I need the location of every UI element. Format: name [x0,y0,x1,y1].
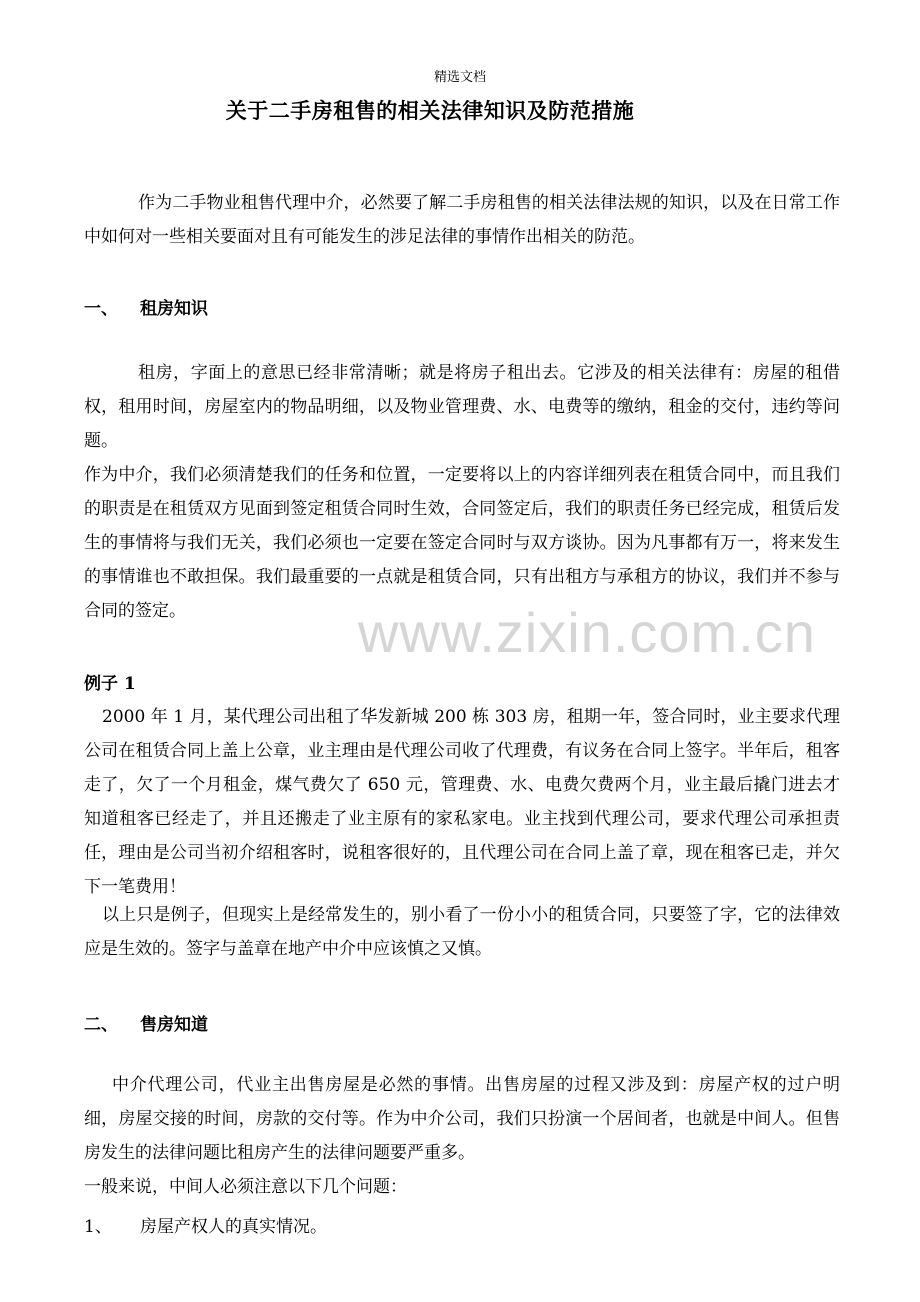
section-1-paragraph-2: 作为中介，我们必须清楚我们的任务和位置，一定要将以上的内容详细列表在租赁合同中，而且我们的职责是在租赁双方见面到签定租赁合同时生效，合同签定后，我们的职责任务已经完成，租赁后发生的事情将与我们无关，我们必须也一定要在签定合同时与双方谈协。因为凡事都有万一，将来发生的事情谁也不敢担保。我们最重要的一点就是租赁合同，只有出租方与承租方的协议，我们并不参与合同的签定。 [84,465,840,621]
intro-paragraph: 作为二手物业租售代理中介，必然要了解二手房租售的相关法律法规的知识，以及在日常工作中如何对一些相关要面对且有可能发生的涉足法律的事情作出相关的防范。 [84,193,840,247]
section-2-paragraph-1: 中介代理公司，代业主出售房屋是必然的事情。出售房屋的过程又涉及到：房屋产权的过户明细，房屋交接的时间，房款的交付等。作为中介公司，我们只扮演一个居间者，也就是中间人。但售房发生的法律问题比租房产生的法律问题要严重多。 [84,1075,840,1163]
example-1-paragraph-1: 2000 年 1 月，某代理公司出租了华发新城 200 栋 303 房，租期一年，签合同时，业主要求代理公司在租赁合同上盖上公章，业主理由是代理公司收了代理费，有议务在合同上签字。半年后，租客走了，欠了一个月租金，煤气费欠了 650 元，管理费、水、电费欠费两个月，业主最后撬门进去才知道租客已经走了，并且还搬走了业主原有的家私家电。业主找到代理公司，要求代理公司承担责任，理由是公司当初介绍租客时，说租客很好的，且代理公司在合同上盖了章，现在租客已走，并欠下一笔费用！ [84,707,840,897]
section-2-title: 售房知道 [140,1015,208,1035]
section-1-title: 租房知识 [140,299,208,319]
section-1-number: 一、 [84,299,118,319]
section-2-number: 二、 [84,1015,118,1035]
section-2-paragraph-2: 一般来说，中间人必须注意以下几个问题： [84,1177,407,1197]
list-item-text: 房屋产权人的真实情况。 [140,1217,327,1237]
document-title: 关于二手房租售的相关法律知识及防范措施 [225,98,635,123]
section-2-heading [84,1010,208,1035]
example-1-paragraph-2: 以上只是例子，但现实上是经常发生的，别小看了一份小小的租赁合同，只要签了字，它的法律效应是生效的。签字与盖章在地产中介中应该慎之又慎。 [84,905,840,959]
watermark: www.zixin.com.cn [358,601,816,664]
section-1-paragraph-1: 租房，字面上的意思已经非常清晰；就是将房子租出去。它涉及的相关法律有：房屋的租借权，租用时间，房屋室内的物品明细，以及物业管理费、水、电费等的缴纳，租金的交付，违约等问题。 [84,363,840,451]
example-1-heading: 例子 1 [84,674,136,694]
page-header: 精选文档 [433,70,486,85]
list-item [84,1212,327,1237]
section-1-heading [84,294,208,319]
list-item-number: 1、 [84,1217,112,1237]
